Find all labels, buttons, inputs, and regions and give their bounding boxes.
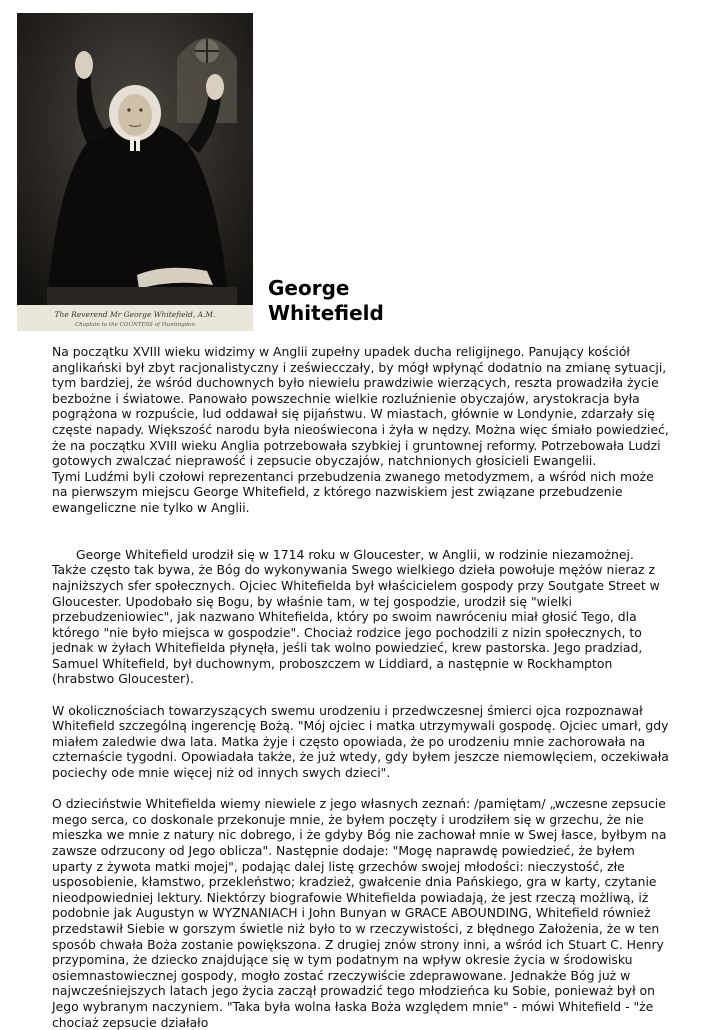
- paragraph-5: O dzieciństwie Whitefielda wiemy niewiele z jego własnych zeznań: /pamiętam/ „wczesne zepsucie mego serca, co doskonale przekonuje mnie, że byłem poczęty i urodziłem się w grzechu, że nie mieszka we mnie z natury nic dobrego, i że gdyby Bóg nie zachował mnie w Swej łasce, byłbym na zawsze odrzucony od Jego oblicza". Następnie dodaje: "Mogę naprawdę powiedzieć, że byłem uparty z żywota matki mojej", podając dalej listę grzechów swojej młodości: nieczystość, złe usposobienie, kłamstwo, przekleństwo; kradzież, gwałcenie dnia Pańskiego, gra w karty, czytanie nieodpowiedniej lektury. Niektórzy biografowie Whitefielda powiadają, że jest rzeczą możliwą, iż podobnie jak Augustyn w WYZNANIACH i John Bunyan w GRACE ABOUNDING, Whitefield również przedstawił Siebie w gorszym świetle niż było to w rzeczywistości, z błędnego Założenia, że w ten sposób chwała Boża zostanie powiększona. Z drugiej znów strony inni, a wśród ich Stuart C. Henry przypomina, że dziecko znajdujące się w tym podatnym na wpływ okresie życia w środowisku osiemnastowiecznej gospody, mogło zostać rzeczywiście zdeprawowane. Jednakże Bóg już w najwcześniejszych latach jego życia zaczął prowadzić tego młodzieńca ku Sobie, ponieważ był on Jego wybranym naczyniem. "Taka była wolna łaska Boża względem mnie" - mówi Whitefield - "że chociaż zepsucie działało: [52, 796, 667, 1030]
- paragraph-1: Na początku XVIII wieku widzimy w Anglii zupełny upadek ducha religijnego. Panujący kościół anglikański był zbyt racjonalistyczny i zeświecczały, by mógł wpłynąć dodatnio na zmianę sytuacji, tym bardziej, że wśród duchownych było niewielu prawdziwie wierzących, reszta prowadziła życie bezbożne i światowe. Panowało powszechnie wielkie rozluźnienie obyczajów, arystokracja była pogrążona w rozpuście, lud oddawał się pijaństwu. W miastach, głównie w Londynie, zdarzały się częste napady. Większość narodu była nieoświecona i żyła w nędzy. Można więc śmiało powiedzieć, że na początku XVIII wieku Anglia potrzebowała szybkiej i gruntownej reformy. Potrzebowała Ludzi gotowych zwalczać nieprawość i zepsucie obyczajów, natchnionych głosicieli Ewangelii.: [52, 344, 669, 469]
- portrait-illustration: [17, 13, 253, 331]
- article-body: [52, 344, 672, 1030]
- page-title: [268, 276, 384, 326]
- title-line-1: George: [268, 276, 350, 300]
- portrait-caption-line2: Chaplain to the COUNTESS of Huntingdon: [74, 322, 196, 328]
- paragraph-2: Tymi Ludźmi byli czołowi reprezentanci przebudzenia zwanego metodyzmem, a wśród nich może na pierwszym miejscu George Whitefield, z którego nazwiskiem jest związane przebudzenie ewangeliczne nie tylko w Anglii.: [52, 468, 654, 515]
- title-line-2: Whitefield: [268, 301, 384, 325]
- portrait-engraving: [17, 13, 253, 331]
- paragraph-4: W okolicznościach towarzyszących swemu urodzeniu i przedwczesnej śmierci ojca rozpoznawał Whitefield szczególną ingerencję Bożą. "Mój ojciec i matka utrzymywali gospodę. Ojciec umarł, gdy miałem zaledwie dwa lata. Matka żyje i często opowiada, że po urodzeniu mnie zachorowała na czternaście tygodni. Opowiadała także, że już wtedy, gdy byłem jeszcze niemowlęciem, oczekiwała pociechy ode mnie więcej niż od innych swych dzieci".: [52, 702, 669, 781]
- portrait-caption-line1: The Reverend Mr George Whitefield, A.M.: [54, 310, 216, 319]
- paragraph-3: George Whitefield urodził się w 1714 roku w Gloucester, w Anglii, w rodzinie niezamożnej. Także często tak bywa, że Bóg do wykonywania Swego wielkiego dzieła powołuje mężów nieraz z najniższych sfer społecznych. Ojciec Whitefielda był właścicielem gospody przy Soutgate Street w Gloucester. Upodobało się Bogu, by właśnie tam, w tej gospodzie, urodził się "wielki przebudzeniowiec", jak nazwano Whitefielda, który po swoim nawróceniu miał głosić Tego, dla którego "nie było miejsca w gospodzie". Chociaż rodzice jego pochodzili z nizin społecznych, to jednak w żyłach Whitefielda płynęła, jeśli tak wolno powiedzieć, krew pastorska. Jego pradziad, Samuel Whitefield, był duchownym, proboszczem w Liddiard, a następnie w Rockhampton (hrabstwo Gloucester).: [52, 546, 660, 687]
